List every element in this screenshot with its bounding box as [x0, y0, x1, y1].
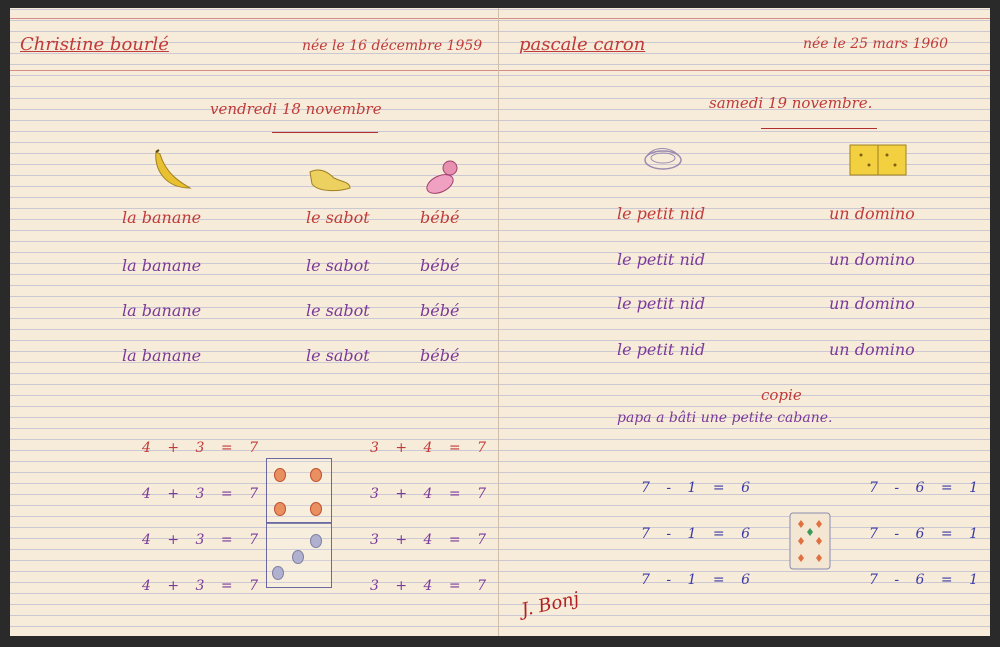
- student-name: pascale caron: [519, 34, 646, 55]
- word-petit-nid: le petit nid: [617, 204, 706, 223]
- sub-line: 7 - 6 = 1: [869, 572, 984, 588]
- word-sabot: le sabot: [306, 256, 370, 275]
- playing-card-icon: [789, 512, 831, 570]
- sum-line: 4 + 3 = 7: [142, 486, 264, 502]
- word-banane: la banane: [122, 301, 202, 320]
- word-sabot: le sabot: [306, 346, 370, 365]
- student-name: Christine bourlé: [20, 34, 169, 55]
- sub-line: 7 - 6 = 1: [869, 480, 984, 496]
- sum-line: 3 + 4 = 7: [370, 440, 492, 456]
- sub-line: 7 - 1 = 6: [641, 480, 756, 496]
- word-banane: la banane: [122, 346, 202, 365]
- sum-line: 3 + 4 = 7: [370, 486, 492, 502]
- sub-line: 7 - 1 = 6: [641, 572, 756, 588]
- header-rule: [499, 18, 990, 19]
- sub-line: 7 - 1 = 6: [641, 526, 756, 542]
- sabot-icon: [308, 166, 352, 194]
- birth-date: née le 16 décembre 1959: [302, 38, 483, 54]
- lesson-date: samedi 19 novembre.: [709, 94, 873, 112]
- birth-date: née le 25 mars 1960: [803, 36, 949, 52]
- sum-line: 3 + 4 = 7: [370, 578, 492, 594]
- header-rule: [499, 70, 990, 71]
- word-banane: la banane: [122, 208, 202, 227]
- word-bebe: bébé: [420, 208, 460, 227]
- word-sabot: le sabot: [306, 301, 370, 320]
- word-bebe: bébé: [420, 256, 460, 275]
- word-domino: un domino: [829, 294, 915, 313]
- right-page: [499, 8, 990, 636]
- domino-icon: [266, 458, 332, 588]
- word-bebe: bébé: [420, 346, 460, 365]
- sum-line: 4 + 3 = 7: [142, 578, 264, 594]
- lesson-date: vendredi 18 novembre: [210, 100, 382, 118]
- teacher-signature: J. Bonj: [519, 588, 582, 621]
- word-sabot: le sabot: [306, 208, 370, 227]
- word-domino: un domino: [829, 204, 915, 223]
- word-domino: un domino: [829, 340, 915, 359]
- baby-icon: [424, 158, 464, 198]
- left-page: [10, 8, 499, 636]
- word-petit-nid: le petit nid: [617, 250, 706, 269]
- sum-line: 3 + 4 = 7: [370, 532, 492, 548]
- word-bebe: bébé: [420, 301, 460, 320]
- word-petit-nid: le petit nid: [617, 294, 706, 313]
- copy-label: copie: [761, 386, 802, 404]
- sum-line: 4 + 3 = 7: [142, 532, 264, 548]
- copy-sentence: papa a bâti une petite cabane.: [617, 410, 833, 426]
- date-underline: [761, 128, 877, 129]
- header-rule: [10, 18, 498, 19]
- word-domino: un domino: [829, 250, 915, 269]
- header-rule: [10, 70, 498, 71]
- domino-icon: [849, 144, 907, 176]
- nest-icon: [641, 138, 685, 174]
- sub-line: 7 - 6 = 1: [869, 526, 984, 542]
- banana-icon: [150, 148, 196, 194]
- date-underline: [272, 132, 378, 133]
- sum-line: 4 + 3 = 7: [142, 440, 264, 456]
- word-banane: la banane: [122, 256, 202, 275]
- word-petit-nid: le petit nid: [617, 340, 706, 359]
